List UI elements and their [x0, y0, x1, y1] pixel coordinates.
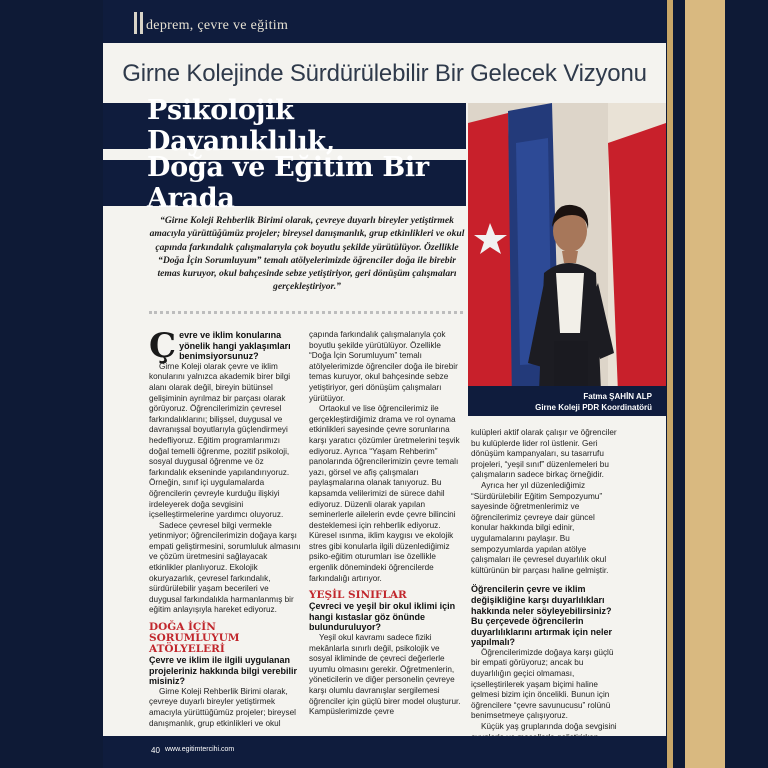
- gold-stripe-wide: [685, 0, 725, 768]
- paragraph: Girne Koleji Rehberlik Birimi olarak, çevreye duyarlı bireyler yetiştirmek amacıyla yürüttüğümüz projeler; bireysel danışmanlık, grup etkinlikleri ve okul: [149, 686, 296, 728]
- photo-caption: [468, 386, 666, 416]
- footer-url: www.egitimtercihi.com: [165, 746, 235, 753]
- question-1: [149, 326, 301, 366]
- paragraph: kulüpleri aktif olarak çalışır ve öğrenciler bu kulüplerde lider rol üstlenir. Geri dönüşüm kampanyaları, su tasarrufu projeleri, “yeşil sınıf” düzenlemeleri bu çalışmaların sadece birkaç örneğidir.: [471, 428, 617, 480]
- paragraph: Yeşil okul kavramı sadece fiziki mekânlarla sınırlı değil, psikolojik ve sosyal ikliminde de çevreci değerlerle uyumlu olmasını gerekir. Öğretmenlerin, yöneticilerin ve diğer personelin çevreye karşı olumlu davranışlar sergilemesi öğrenciler için güçlü birer model oluşturur. Kampüslerimizde çevre: [309, 633, 461, 717]
- paragraph: Küçük yaş gruplarında doğa sevgisini: [481, 722, 617, 732]
- portrait-photo: [468, 103, 666, 415]
- article-column-1: [149, 326, 301, 729]
- drop-cap: Ç: [149, 326, 177, 366]
- paragraph: Girne Koleji olarak çevre ve iklim konularını yalnızca akademik birer bilgi alanı olarak değil, bireyin bütünsel gelişiminin ayrılmaz bir parçası olarak görüyoruz. Öğrencilerimizin çevresel farkındalıklarını; bilişsel, duygusal ve davranışsal boyutlarıyla güçlendirmeyi hedefliyoruz. Eğitim programlarımızı doğal temelli öğrenme, pozitif psikoloji, sosyal duygusal öğrenme ve öz farkındalık ekseninde yapılandırıyoruz. Örneğin, sınıf içi uygulamalarda öğrencilerin çevreyle kurduğu ilişkiyi irdeleyerek doğa sevgisini içselleştirmelerine yardımcı oluyoruz.: [149, 361, 291, 520]
- article-title-line2: Doğa ve Eğitim Bir Arada: [103, 160, 466, 206]
- dotted-separator: [149, 311, 463, 314]
- section-heading: DOĞA İÇİN SORUMLUYUM ATÖLYELERİ: [149, 621, 240, 656]
- paragraph: çapında farkındalık çalışmalarıyla çok boyutlu şekilde yürütülüyor. Özellikle “Doğa İçin Sorumluyum” temalı atölyelerimizde öğrenciler doğa ile birebir temas kuruyor, okul bahçesinde sebze yetiştiriyor, geri dönüşüm çalışmaları yürütüyor.: [309, 330, 458, 403]
- caption-role: Girne Koleji PDR Koordinatörü: [535, 403, 652, 412]
- question-3: Çevreci ve yeşil bir okul iklimi için hangi kıstaslar göz önünde bulunduruluyor?: [309, 601, 456, 633]
- section-marks: [134, 12, 144, 34]
- intro-quote: “Girne Koleji Rehberlik Birimi olarak, çevreye duyarlı bireyler yetiştirmek amacıyla yürüttüğümüz projeler; bireysel danışmanlık, grup etkinlikleri ve okul çapında farkındalık çalışmalarıyla çok boyutlu şekilde yürütülüyor. Özellikle “Doğa İçin Sorumluyum” temalı atölyelerimizde öğrenciler doğa ile birebir temas kuruyor, okul bahçesinde sebze yetiştiriyor, geri dönüşüm çalışmaları gerçekleştiriyor.”: [149, 215, 465, 293]
- article-column-3: [471, 428, 619, 754]
- section-heading: YEŞİL SINIFLAR: [309, 589, 407, 602]
- question-2: Çevre ve iklim ile ilgili uygulanan projeleriniz hakkında bilgi verebilir misiniz?: [149, 655, 298, 687]
- paragraph: Ortaokul ve lise öğrencilerimiz ile gerçekleştirdiğimiz drama ve rol oynama etkinlikleri sayesinde çevre sorunlarına karşı yaratıcı çözümler üretmelerini teşvik ediyoruz. Ayrıca “Yaşam Rehberim” panolarında öğrencilerimizin çevre temalı yazı, görsel ve afiş çalışmaları paylaşmalarına olanak tanıyoruz. Bu kapsamda velilerimizi de sürece dahil ediyoruz. Düzenli olarak yapılan seminerlerle ailelerin evde çevre bilincini desteklemesi için rehberlik ediyoruz. Küresel ısınma, iklim kaygısı ve ekolojik stres gibi konularla ilgili düzenlediğimiz psiko-eğitim oturumları ise özellikle ergenlik dönemindeki öğrencilerde farkındalığı artırıyor.: [309, 404, 460, 583]
- gold-stripe-thin: [667, 0, 673, 768]
- paragraph: Öğrencilerimizde doğaya karşı güçlü bir empati görüyoruz; ancak bu duyarlılığın geçici olmaması, içselleştirilerek yaşam biçimi haline gelmesi bizim için öncelikli. Bunun için öğrencilere “çevre savunucusu” rolünü benimsetmeye çalışıyoruz.: [471, 647, 614, 721]
- section-bar: [103, 0, 666, 43]
- question-1-text: evre ve iklim konularına yönelik hangi yaklaşımları benimsiyorsunuz?: [179, 330, 291, 362]
- article-title-line1: Psikolojik Dayanıklılık,: [103, 103, 466, 149]
- paragraph: Sadece çevresel bilgi vermekle yetinmiyor; öğrencilerimizin doğaya karşı empati geliştirmesini, sorumluluk almasını ve çözüm üretmesini sağlayacak etkinlikler planlıyoruz. Ekolojik okuryazarlık, çevresel farkındalık, sürdürülebilir yaşam becerileri ve duygusal farkındalıkla harmanlanmış bir eğitim anlayışıyla hareket ediyoruz.: [149, 520, 301, 615]
- magazine-page: [103, 0, 666, 768]
- caption-name: Fatma ŞAHİN ALP: [583, 392, 652, 401]
- page-number: 40: [151, 746, 160, 755]
- paragraph: Ayrıca her yıl düzenlediğimiz “Sürdürülebilir Eğitim Sempozyumu” sayesinde öğretmenlerimiz ve öğrencilerimiz çevreye dair güncel konular hakkında bilgi edinir, uygulamalarını paylaşır. Bu sempozyumlarda yapılan atölye çalışmaları ile çevresel duyarlılık okul kültürünün bir parçası haline gelmiştir.: [471, 480, 609, 575]
- question-4: Öğrencilerin çevre ve iklim değişikliğine karşı duyarlılıkları hakkında neler söyleyebilirsiniz? Bu çerçevede öğrencilerin duyarlılıklarını artırmak için neler yapılmalı?: [471, 584, 613, 648]
- article-column-2: [309, 330, 461, 718]
- article-subtitle: Girne Kolejinde Sürdürülebilir Bir Gelecek Vizyonu: [122, 60, 647, 87]
- section-label: deprem, çevre ve eğitim: [146, 18, 289, 33]
